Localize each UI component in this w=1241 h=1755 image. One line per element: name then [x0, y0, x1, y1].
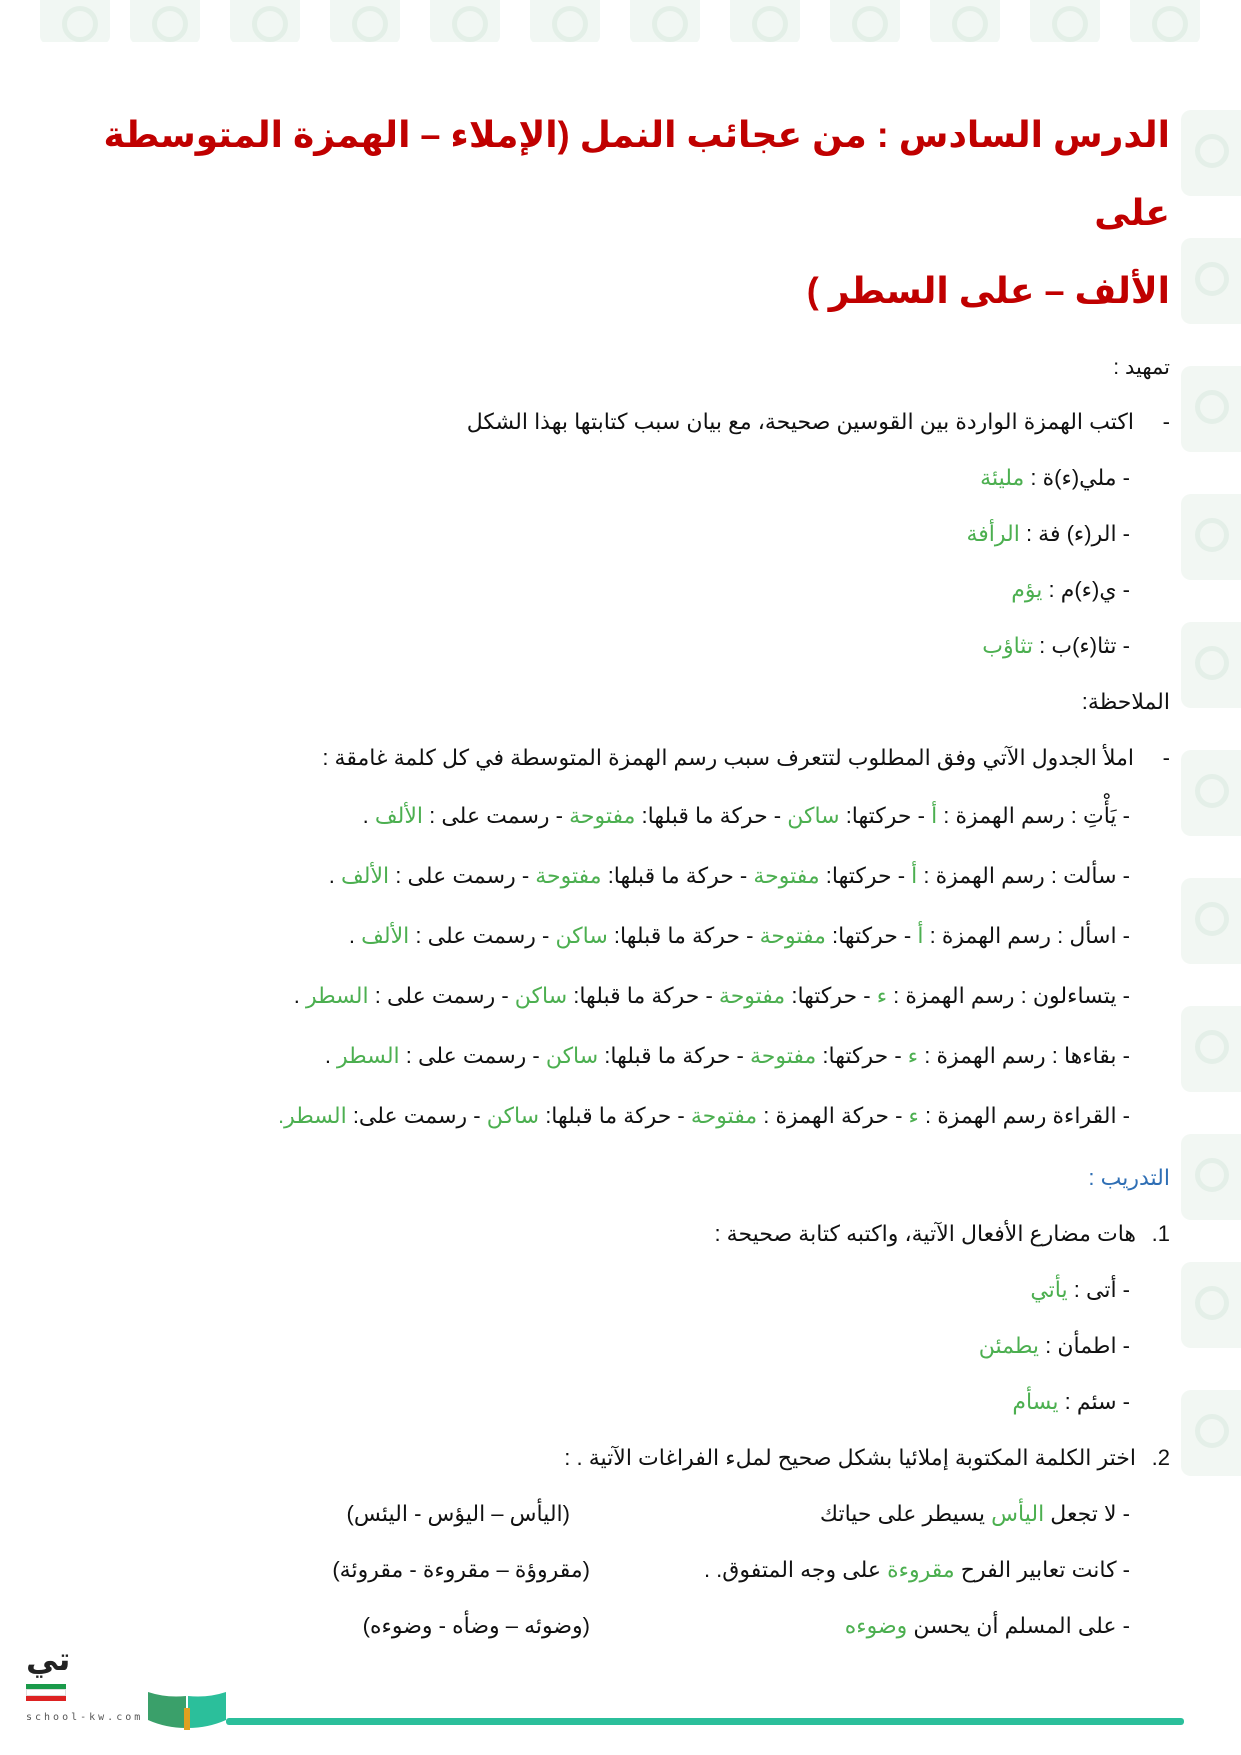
analysis-row: - يَأْتِ : رسم الهمزة : أ - حركتها: ساكن - حركة ما قبلها: مفتوحة - رسمت على : الألف . [362, 803, 1130, 828]
word-list [80, 450, 1170, 674]
analysis-row: - سألت : رسم الهمزة : أ - حركتها: مفتوحة - حركة ما قبلها: مفتوحة - رسمت على : الألف . [328, 863, 1130, 888]
choices: (وضوئه – وضأه - وضوءه) [362, 1613, 590, 1638]
document-body [80, 96, 1170, 1654]
list-item: - الر(ء) فة : الرأفة [966, 521, 1130, 546]
list-item: - ي(ء)م : يؤم [1011, 577, 1130, 602]
list-item: - سئم : يسأم [1012, 1389, 1130, 1414]
kuwait-flag-icon [26, 1684, 66, 1704]
analysis-row: - بقاءها : رسم الهمزة : ء - حركتها: مفتوحة - حركة ما قبلها: ساكن - رسمت على : السطر . [324, 1043, 1130, 1068]
task-instruction-2: -املأ الجدول الآتي وفق المطلوب لتتعرف سبب رسم الهمزة المتوسطة في كل كلمة غامقة : [322, 745, 1170, 770]
analysis-list [80, 786, 1170, 1146]
exercise-2: 2.اختر الكلمة المكتوبة إملائيا بشكل صحيح لملء الفراغات الآتية . : [564, 1445, 1170, 1470]
site-logo: تي school-kw.com [26, 1632, 206, 1742]
list-item: - تثا(ء)ب : تثاؤب [982, 633, 1130, 658]
book-icon [146, 1688, 228, 1730]
watermark-strip-top [0, 0, 1241, 42]
lesson-title: الدرس السادس : من عجائب النمل (الإملاء – الهمزة المتوسطة على الألف – على السطر ) [103, 114, 1170, 311]
note-label: الملاحظة: [1081, 689, 1170, 714]
choices: (اليأس – اليؤس - اليئس) [346, 1501, 570, 1526]
list-item: - اطمأن : يطمئن [978, 1333, 1130, 1358]
exercise-1: 1.هات مضارع الأفعال الآتية، واكتبه كتابة صحيحة : [714, 1221, 1170, 1246]
training-label: التدريب : [1088, 1165, 1170, 1190]
analysis-row: - يتساءلون : رسم الهمزة : ء - حركتها: مفتوحة - حركة ما قبلها: ساكن - رسمت على : السطر . [293, 983, 1130, 1008]
analysis-row: - اسأل : رسم الهمزة : أ - حركتها: مفتوحة - حركة ما قبلها: ساكن - رسمت على : الألف . [348, 923, 1130, 948]
fill-row: - لا تجعل اليأس يسيطر على حياتك (اليأس – اليؤس - اليئس) [80, 1486, 1170, 1542]
footer-divider [226, 1718, 1184, 1725]
analysis-row: - القراءة رسم الهمزة : ء - حركة الهمزة : مفتوحة - حركة ما قبلها: ساكن - رسمت على: السطر. [277, 1103, 1130, 1128]
choices: (مقروؤة – مقروءة - مقروئة) [332, 1557, 590, 1582]
watermark-strip-right [1181, 110, 1241, 1518]
fill-row: - كانت تعابير الفرح مقروءة على وجه المتفوق. . (مقروؤة – مقروءة - مقروئة) [80, 1542, 1170, 1598]
list-item: - ملي(ء)ة : مليئة [980, 465, 1130, 490]
task-instruction-1: -اكتب الهمزة الواردة بين القوسين صحيحة، مع بيان سبب كتابتها بهذا الشكل [466, 409, 1170, 434]
list-item: - أتى : يأتي [1030, 1277, 1130, 1302]
intro-label: تمهيد : [1113, 356, 1170, 379]
fill-row: - على المسلم أن يحسن وضوءه (وضوئه – وضأه - وضوءه) [80, 1598, 1170, 1654]
